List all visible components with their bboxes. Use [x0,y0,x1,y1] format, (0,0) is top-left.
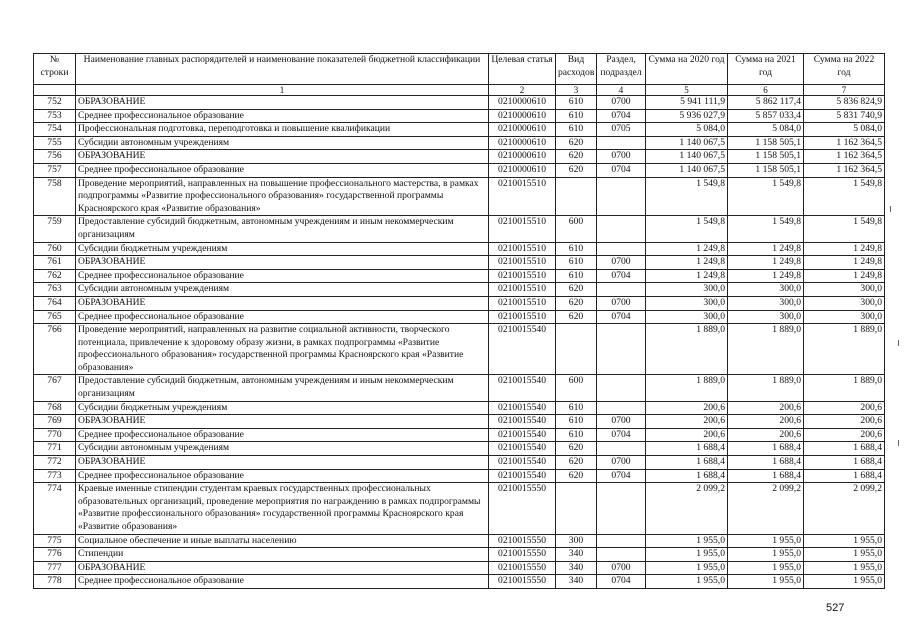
sum-2020: 200,6 [646,415,728,429]
table-row [34,256,885,270]
sum-2021: 1 249,8 [728,242,804,256]
row-number: 752 [34,96,76,110]
target-article: 0210015540 [489,401,556,415]
table-row [34,216,885,242]
sum-2022: 300,0 [804,283,885,297]
sum-2021: 1 955,0 [728,561,804,575]
sum-2021: 5 862 117,4 [728,96,804,110]
row-number: 773 [34,469,76,483]
sum-2021: 200,6 [728,428,804,442]
table-row [34,456,885,470]
table-row [34,534,885,548]
indicator-name: Среднее профессиональное образование [76,109,489,123]
target-article: 0210015510 [489,242,556,256]
indicator-name: Предоставление субсидий бюджетным, автономным учреждениям и иным некоммерческим организациям [76,216,489,242]
indicator-name: Среднее профессиональное образование [76,575,489,589]
sum-2020: 5 936 027,9 [646,109,728,123]
table-row [34,296,885,310]
row-number: 770 [34,428,76,442]
sum-2022: 1 955,0 [804,534,885,548]
header-sum-2020: Сумма на 2020 год [646,54,728,85]
expense-type: 620 [556,442,597,456]
target-article: 0210000610 [489,163,556,177]
page-number: 527 [826,602,845,614]
expense-type [556,324,597,375]
target-article: 0210015540 [489,469,556,483]
target-article: 0210015550 [489,483,556,534]
row-number: 777 [34,561,76,575]
target-article: 0210015550 [489,548,556,562]
sum-2020: 1 889,0 [646,324,728,375]
sum-2021: 1 158 505,1 [728,163,804,177]
sum-2021: 1 955,0 [728,534,804,548]
sum-2022: 1 162 364,5 [804,163,885,177]
indicator-name: Субсидии автономным учреждениям [76,136,489,150]
row-number: 768 [34,401,76,415]
target-article: 0210015540 [489,375,556,401]
expense-type: 620 [556,469,597,483]
indicator-name: Субсидии бюджетным учреждениям [76,401,489,415]
scan-mark [890,206,891,212]
section-code [597,401,646,415]
sum-2022: 1 162 364,5 [804,136,885,150]
sum-2022: 5 084,0 [804,123,885,137]
column-number: 4 [597,85,646,96]
target-article: 0210015550 [489,575,556,589]
row-number: 759 [34,216,76,242]
indicator-name: Субсидии бюджетным учреждениям [76,242,489,256]
section-code: 0700 [597,456,646,470]
expense-type [556,177,597,216]
indicator-name: Краевые именные стипендии студентам краевых государственных профессиональных образовательных организаций, проведение мероприятия по награждению в рамках подпрограммы «Развитие профессионального образования» государственной программы Красноярского края «Развитие образования» [76,483,489,534]
expense-type: 610 [556,415,597,429]
section-code [597,324,646,375]
header-name: Наименование главных распорядителей и наименование показателей бюджетной классификации [76,54,489,85]
expense-type: 340 [556,548,597,562]
table-row [34,469,885,483]
indicator-name: Стипендии [76,548,489,562]
target-article: 0210015510 [489,283,556,297]
sum-2021: 1 688,4 [728,469,804,483]
sum-2020: 1 955,0 [646,575,728,589]
table-row [34,177,885,216]
section-code [597,216,646,242]
indicator-name: Среднее профессиональное образование [76,469,489,483]
section-code: 0700 [597,415,646,429]
sum-2021: 1 249,8 [728,269,804,283]
target-article: 0210015510 [489,216,556,242]
section-code: 0700 [597,256,646,270]
row-number: 756 [34,150,76,164]
expense-type: 610 [556,428,597,442]
sum-2022: 1 162 364,5 [804,150,885,164]
header-sum-2021: Сумма на 2021 год [728,54,804,85]
expense-type: 600 [556,375,597,401]
row-number: 762 [34,269,76,283]
sum-2022: 1 889,0 [804,375,885,401]
header-row [34,54,885,85]
indicator-name: Среднее профессиональное образование [76,310,489,324]
target-article: 0210015540 [489,324,556,375]
section-code [597,442,646,456]
expense-type: 610 [556,256,597,270]
indicator-name: Проведение мероприятий, направленных на развитие социальной активности, творческого потенциала, привлечение к здоровому образу жизни, в рамках подпрограммы «Развитие профессионального образования» государственной программы Красноярского края «Развитие образования» [76,324,489,375]
section-code: 0704 [597,310,646,324]
sum-2021: 1 249,8 [728,256,804,270]
indicator-name: ОБРАЗОВАНИЕ [76,96,489,110]
target-article: 0210015510 [489,296,556,310]
table-row [34,109,885,123]
column-number-row [34,85,885,96]
expense-type: 620 [556,456,597,470]
target-article: 0210015510 [489,269,556,283]
scan-mark [898,340,899,346]
section-code [597,283,646,297]
row-number: 778 [34,575,76,589]
sum-2022: 1 249,8 [804,269,885,283]
sum-2022: 1 688,4 [804,442,885,456]
expense-type: 620 [556,283,597,297]
table-row [34,310,885,324]
sum-2021: 300,0 [728,283,804,297]
expense-type: 620 [556,150,597,164]
sum-2022: 200,6 [804,401,885,415]
section-code: 0704 [597,469,646,483]
sum-2022: 300,0 [804,296,885,310]
header-section: Раздел, подраздел [597,54,646,85]
target-article: 0210000610 [489,96,556,110]
indicator-name: Профессиональная подготовка, переподготовка и повышение квалификации [76,123,489,137]
indicator-name: Субсидии автономным учреждениям [76,442,489,456]
sum-2020: 2 099,2 [646,483,728,534]
column-number [34,85,76,96]
target-article: 0210000610 [489,150,556,164]
section-code [597,534,646,548]
row-number: 766 [34,324,76,375]
sum-2020: 1 140 067,5 [646,150,728,164]
table-row [34,375,885,401]
sum-2020: 200,6 [646,428,728,442]
section-code: 0704 [597,109,646,123]
section-code [597,375,646,401]
indicator-name: ОБРАЗОВАНИЕ [76,456,489,470]
table-row [34,150,885,164]
table-row [34,283,885,297]
row-number: 764 [34,296,76,310]
section-code: 0700 [597,150,646,164]
expense-type: 340 [556,561,597,575]
sum-2022: 2 099,2 [804,483,885,534]
sum-2022: 200,6 [804,415,885,429]
indicator-name: Предоставление субсидий бюджетным, автономным учреждениям и иным некоммерческим организациям [76,375,489,401]
sum-2022: 5 831 740,9 [804,109,885,123]
sum-2022: 1 249,8 [804,256,885,270]
sum-2022: 1 955,0 [804,548,885,562]
sum-2021: 1 158 505,1 [728,136,804,150]
indicator-name: ОБРАЗОВАНИЕ [76,150,489,164]
sum-2020: 1 249,8 [646,242,728,256]
row-number: 774 [34,483,76,534]
sum-2020: 300,0 [646,310,728,324]
sum-2020: 1 688,4 [646,469,728,483]
expense-type: 610 [556,401,597,415]
table-row [34,442,885,456]
section-code [597,483,646,534]
expense-type: 620 [556,296,597,310]
sum-2021: 300,0 [728,310,804,324]
section-code: 0700 [597,561,646,575]
table-row [34,269,885,283]
column-number: 7 [804,85,885,96]
row-number: 769 [34,415,76,429]
table-row [34,561,885,575]
indicator-name: Среднее профессиональное образование [76,269,489,283]
target-article: 0210000610 [489,136,556,150]
indicator-name: ОБРАЗОВАНИЕ [76,256,489,270]
table-row [34,242,885,256]
sum-2022: 300,0 [804,310,885,324]
table-row [34,548,885,562]
sum-2020: 1 549,8 [646,216,728,242]
section-code: 0704 [597,428,646,442]
row-number: 771 [34,442,76,456]
table-body [34,96,885,589]
scan-mark [898,440,899,446]
sum-2021: 2 099,2 [728,483,804,534]
sum-2020: 1 249,8 [646,269,728,283]
expense-type: 620 [556,136,597,150]
sum-2020: 1 140 067,5 [646,163,728,177]
expense-type: 610 [556,269,597,283]
table-row [34,428,885,442]
target-article: 0210015540 [489,415,556,429]
sum-2022: 200,6 [804,428,885,442]
sum-2021: 200,6 [728,415,804,429]
section-code: 0700 [597,296,646,310]
indicator-name: ОБРАЗОВАНИЕ [76,561,489,575]
sum-2020: 1 688,4 [646,456,728,470]
row-number: 753 [34,109,76,123]
table-row [34,415,885,429]
expense-type: 300 [556,534,597,548]
sum-2020: 1 549,8 [646,177,728,216]
row-number: 775 [34,534,76,548]
expense-type: 600 [556,216,597,242]
header-target-article: Целевая статья [489,54,556,85]
sum-2020: 5 941 111,9 [646,96,728,110]
sum-2021: 5 084,0 [728,123,804,137]
sum-2022: 1 249,8 [804,242,885,256]
sum-2022: 5 836 824,9 [804,96,885,110]
section-code [597,136,646,150]
target-article: 0210015510 [489,256,556,270]
sum-2021: 1 955,0 [728,575,804,589]
sum-2021: 1 158 505,1 [728,150,804,164]
expense-type: 610 [556,96,597,110]
row-number: 760 [34,242,76,256]
table-row [34,483,885,534]
indicator-name: ОБРАЗОВАНИЕ [76,415,489,429]
row-number: 755 [34,136,76,150]
column-number: 3 [556,85,597,96]
sum-2020: 1 688,4 [646,442,728,456]
table-row [34,163,885,177]
sum-2020: 1 955,0 [646,534,728,548]
indicator-name: Субсидии автономным учреждениям [76,283,489,297]
header-expense-type: Вид расходов [556,54,597,85]
sum-2020: 1 955,0 [646,561,728,575]
sum-2022: 1 955,0 [804,575,885,589]
table-row [34,96,885,110]
table-row [34,324,885,375]
table-row [34,136,885,150]
expense-type: 610 [556,109,597,123]
expense-type: 340 [556,575,597,589]
target-article: 0210000610 [489,123,556,137]
row-number: 772 [34,456,76,470]
target-article: 0210015550 [489,534,556,548]
row-number: 757 [34,163,76,177]
sum-2021: 5 857 033,4 [728,109,804,123]
sum-2020: 300,0 [646,283,728,297]
expense-type: 610 [556,242,597,256]
sum-2020: 200,6 [646,401,728,415]
sum-2020: 1 249,8 [646,256,728,270]
expense-type: 620 [556,310,597,324]
sum-2020: 1 140 067,5 [646,136,728,150]
row-number: 754 [34,123,76,137]
section-code [597,548,646,562]
indicator-name: ОБРАЗОВАНИЕ [76,296,489,310]
sum-2021: 1 549,8 [728,216,804,242]
section-code: 0704 [597,269,646,283]
indicator-name: Среднее профессиональное образование [76,163,489,177]
row-number: 763 [34,283,76,297]
header-sum-2022: Сумма на 2022 год [804,54,885,85]
expense-type: 620 [556,163,597,177]
target-article: 0210015510 [489,177,556,216]
section-code: 0704 [597,575,646,589]
sum-2020: 1 955,0 [646,548,728,562]
sum-2021: 1 549,8 [728,177,804,216]
target-article: 0210015540 [489,442,556,456]
column-number: 6 [728,85,804,96]
section-code: 0700 [597,96,646,110]
table-row [34,123,885,137]
indicator-name: Среднее профессиональное образование [76,428,489,442]
indicator-name: Социальное обеспечение и иные выплаты населению [76,534,489,548]
target-article: 0210015540 [489,456,556,470]
section-code [597,242,646,256]
header-row-number: № строки [34,54,76,85]
sum-2022: 1 549,8 [804,177,885,216]
table-row [34,401,885,415]
row-number: 776 [34,548,76,562]
sum-2021: 300,0 [728,296,804,310]
column-number: 2 [489,85,556,96]
target-article: 0210015550 [489,561,556,575]
sum-2021: 200,6 [728,401,804,415]
sum-2020: 5 084,0 [646,123,728,137]
sum-2020: 1 889,0 [646,375,728,401]
target-article: 0210015510 [489,310,556,324]
target-article: 0210000610 [489,109,556,123]
sum-2021: 1 889,0 [728,375,804,401]
row-number: 767 [34,375,76,401]
table-row [34,575,885,589]
sum-2021: 1 955,0 [728,548,804,562]
indicator-name: Проведение мероприятий, направленных на повышение профессионального мастерства, в рамках подпрограммы «Развитие профессионального образования» государственной программы Красноярского края «Развитие образования» [76,177,489,216]
sum-2021: 1 688,4 [728,442,804,456]
row-number: 765 [34,310,76,324]
sum-2022: 1 549,8 [804,216,885,242]
section-code [597,177,646,216]
section-code: 0705 [597,123,646,137]
expense-type [556,483,597,534]
column-number: 1 [76,85,489,96]
sum-2021: 1 688,4 [728,456,804,470]
row-number: 761 [34,256,76,270]
budget-table [33,53,885,589]
section-code: 0704 [597,163,646,177]
sum-2022: 1 955,0 [804,561,885,575]
sum-2022: 1 688,4 [804,469,885,483]
expense-type: 610 [556,123,597,137]
sum-2022: 1 688,4 [804,456,885,470]
sum-2022: 1 889,0 [804,324,885,375]
target-article: 0210015540 [489,428,556,442]
sum-2020: 300,0 [646,296,728,310]
row-number: 758 [34,177,76,216]
column-number: 5 [646,85,728,96]
sum-2021: 1 889,0 [728,324,804,375]
